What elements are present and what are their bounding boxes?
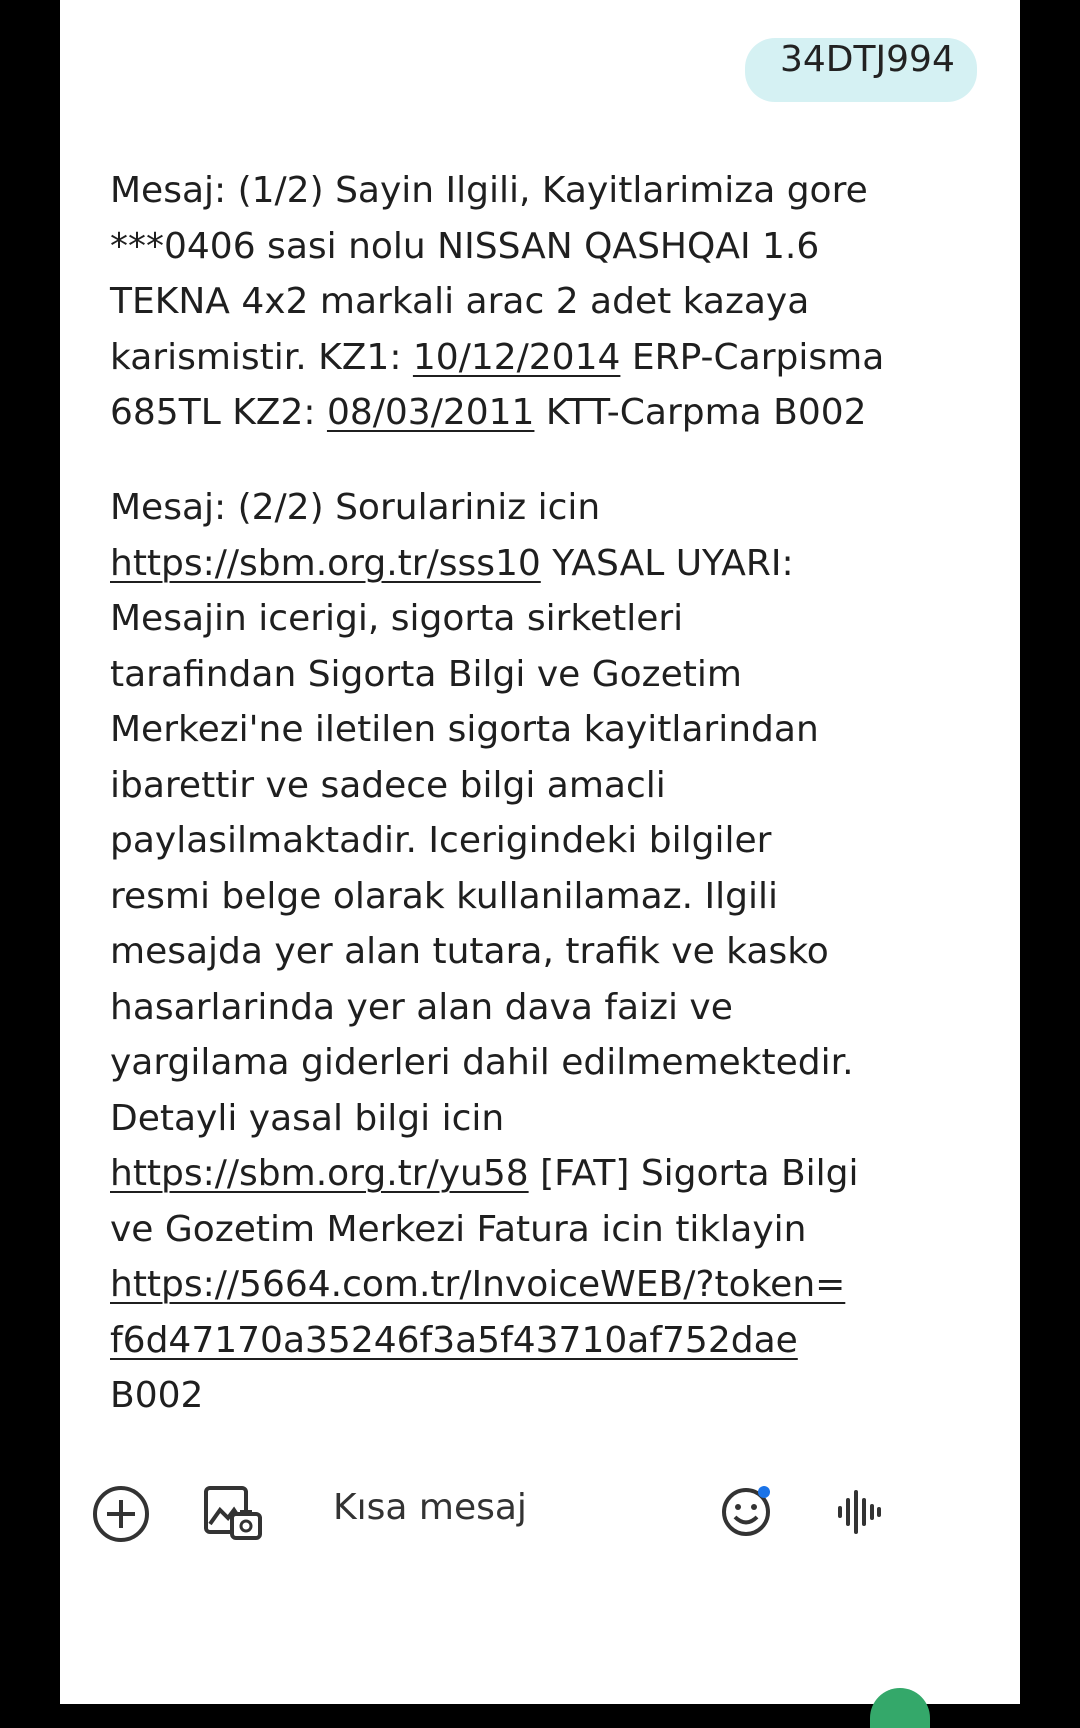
message-line: Mesajin icerigi, sigorta sirketleri xyxy=(110,598,684,639)
received-message-2[interactable] xyxy=(110,480,910,1424)
message-line: hasarlarinda yer alan dava faizi ve xyxy=(110,986,733,1028)
message-line: https://sbm.org.tr/sss10 YASAL UYARI: xyxy=(110,542,794,584)
legal-info-link[interactable]: https://sbm.org.tr/yu58 xyxy=(110,1153,529,1194)
message-line: Detayli yasal bilgi icin xyxy=(110,1097,505,1139)
message-line: ***0406 sasi nolu NISSAN QASHQAI 1.6 xyxy=(110,225,820,267)
message-line: TEKNA 4x2 markali arac 2 adet kazaya xyxy=(110,281,810,322)
message-line: ibarettir ve sadece bilgi amacli xyxy=(110,764,666,806)
message-line: 685TL KZ2: 08/03/2011 KTT-Carpma B002 xyxy=(110,392,867,433)
message-line: paylasilmaktadir. Icerigindeki bilgiler xyxy=(110,820,772,861)
date-link-kz1[interactable]: 10/12/2014 xyxy=(412,336,621,378)
add-icon[interactable] xyxy=(92,1485,150,1543)
voice-icon[interactable] xyxy=(836,1488,882,1536)
message-line: tarafindan Sigorta Bilgi ve Gozetim xyxy=(110,653,742,695)
message-line xyxy=(110,1313,910,1369)
message-line: Mesaj: (1/2) Sayin Ilgili, Kayitlarimiza gore xyxy=(110,170,868,211)
gallery-icon[interactable] xyxy=(202,1480,264,1542)
conversation-screen xyxy=(60,0,1020,1704)
message-line: resmi belge olarak kullanilamaz. Ilgili xyxy=(110,875,779,917)
message-line: https://sbm.org.tr/yu58 [FAT] Sigorta Bilgi xyxy=(110,1153,859,1194)
message-line: ve Gozetim Merkezi Fatura icin tiklayin xyxy=(110,1208,807,1250)
message-line: B002 xyxy=(110,1375,204,1416)
message-line: Mesaj: (2/2) Sorulariniz icin xyxy=(110,487,601,528)
faq-link[interactable]: https://sbm.org.tr/sss10 xyxy=(110,542,541,584)
received-message-1[interactable] xyxy=(110,163,910,441)
invoice-link-token[interactable]: f6d47170a35246f3a5f43710af752dae xyxy=(110,1319,798,1361)
message-line xyxy=(110,1257,910,1313)
sent-message-text: 34DTJ994 xyxy=(780,39,955,80)
date-link-kz2[interactable]: 08/03/2011 xyxy=(326,392,535,433)
message-line: Merkezi'ne iletilen sigorta kayitlarindan xyxy=(110,709,819,750)
emoji-icon[interactable] xyxy=(720,1482,776,1538)
sent-message-bubble[interactable] xyxy=(745,38,977,102)
invoice-link[interactable]: https://5664.com.tr/InvoiceWEB/?token= xyxy=(110,1264,846,1305)
message-input[interactable]: Kısa mesaj xyxy=(333,1487,527,1528)
message-composer xyxy=(60,1460,1020,1570)
message-line: yargilama giderleri dahil edilmemektedir. xyxy=(110,1042,854,1083)
message-line: mesajda yer alan tutara, trafik ve kasko xyxy=(110,931,829,972)
message-line: karismistir. KZ1: 10/12/2014 ERP-Carpisma xyxy=(110,336,885,378)
